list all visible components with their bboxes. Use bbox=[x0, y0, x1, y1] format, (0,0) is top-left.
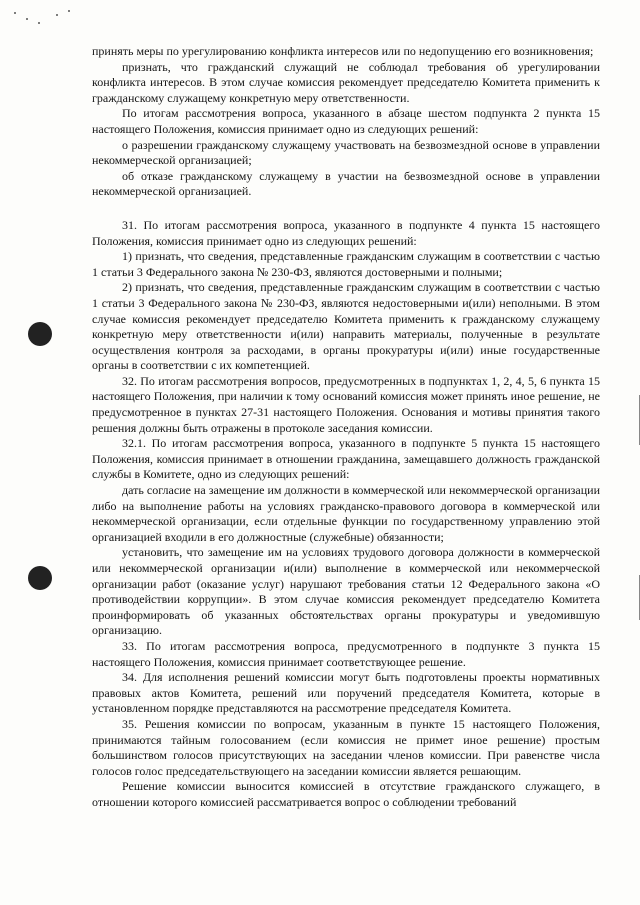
paragraph: Решение комиссии выносится комиссией в отсутствие гражданского служащего, в отношении которого комиссией рассматривается вопрос о соблюдении требований bbox=[92, 779, 600, 809]
paragraph: 34. Для исполнения решений комиссии могут быть подготовлены проекты нормативных правовых актов Комитета, решений или поручений председателя Комитета, которые в установленном порядке представляются на рассмотрение председателя Комитета. bbox=[92, 670, 600, 716]
paragraph: принять меры по урегулированию конфликта интересов или по недопущению его возникновения; bbox=[92, 44, 594, 58]
paragraph: 32.1. По итогам рассмотрения вопроса, указанного в подпункте 5 пункта 15 настоящего Положения, комиссия принимает в отношении гражданина, замещавшего должность гражданской службы в Комитете, одно из следующих решений: bbox=[92, 436, 600, 482]
paragraph: 1) признать, что сведения, представленные гражданским служащим в соответствии с частью 1 статьи 3 Федерального закона № 230-ФЗ, являются достоверными и полными; bbox=[92, 249, 600, 279]
paragraph: 31. По итогам рассмотрения вопроса, указанного в подпункте 4 пункта 15 настоящего Положения, комиссия принимает одно из следующих решений: bbox=[92, 217, 600, 248]
paragraph: признать, что гражданский служащий не соблюдал требования об урегулировании конфликта интересов. В этом случае комиссия рекомендует председателю Комитета применить к гражданскому служащему конкретную меру ответственности. bbox=[92, 59, 600, 105]
paragraph: 33. По итогам рассмотрения вопроса, предусмотренного в подпункте 3 пункта 15 настоящего Положения, комиссия принимает соответствующее решение. bbox=[92, 638, 600, 669]
punch-hole-lower bbox=[28, 566, 52, 590]
paragraph: дать согласие на замещение им должности в коммерческой или некоммерческой организации либо на выполнение работы на условиях гражданско-правового договора в коммерческой или некоммерческой организации, если отдельные функции по государственному управлению этой организацией входили в его должностные (служебные) обязанности; bbox=[92, 483, 600, 544]
scan-speck bbox=[14, 12, 16, 14]
punch-hole-upper bbox=[28, 322, 52, 346]
paragraph: об отказе гражданскому служащему в участии на безвозмездной основе в управлении некоммерческой организацией. bbox=[92, 168, 600, 199]
scan-speck bbox=[38, 22, 40, 24]
paragraph-gap bbox=[92, 200, 600, 218]
paragraph: установить, что замещение им на условиях трудового договора должности в коммерческой или некоммерческой организации и(или) выполнение в коммерческой или некоммерческой организации работ (оказание услуг) нарушают требования статьи 12 Федерального закона «О противодействии коррупции». В этом случае комиссия рекомендует председателю Комитета проинформировать об указанных обстоятельствах органы прокуратуры и уведомившую организацию. bbox=[92, 545, 600, 638]
paragraph: По итогам рассмотрения вопроса, указанного в абзаце шестом подпункта 2 пункта 15 настоящего Положения, комиссия принимает одно из следующих решений: bbox=[92, 106, 600, 136]
document-body bbox=[92, 44, 600, 811]
scan-speck bbox=[56, 14, 58, 16]
paragraph: 35. Решения комиссии по вопросам, указанным в пункте 15 настоящего Положения, принимаются тайным голосованием (если комиссия не примет иное решение) простым большинством голосов присутствующих на заседании членов комиссии. При равенстве числа голосов голос председательствующего на заседании комиссии является решающим. bbox=[92, 716, 600, 778]
paragraph: 2) признать, что сведения, представленные гражданским служащим в соответствии с частью 1 статьи 3 Федерального закона № 230-ФЗ, являются недостоверными и(или) неполными. В этом случае комиссия рекомендует председателю Комитета применить к гражданскому служащему конкретную меру ответственности и(или) направить материалы, полученные в результате осуществления контроля за расходами, в органы прокуратуры и(или) иные государственные органы в соответствии с их компетенцией. bbox=[92, 280, 600, 373]
paragraph: 32. По итогам рассмотрения вопросов, предусмотренных в подпунктах 1, 2, 4, 5, 6 пункта 15 настоящего Положения, при наличии к тому оснований комиссия может принять иное решение, не предусмотренное в пунктах 27-31 настоящего Положения. Основания и мотивы принятия такого решения должны быть отражены в протоколе заседания комиссии. bbox=[92, 373, 600, 435]
scan-speck bbox=[26, 18, 28, 20]
scan-speck bbox=[68, 10, 70, 12]
paragraph: о разрешении гражданскому служащему участвовать на безвозмездной основе в управлении некоммерческой организацией; bbox=[92, 137, 600, 168]
